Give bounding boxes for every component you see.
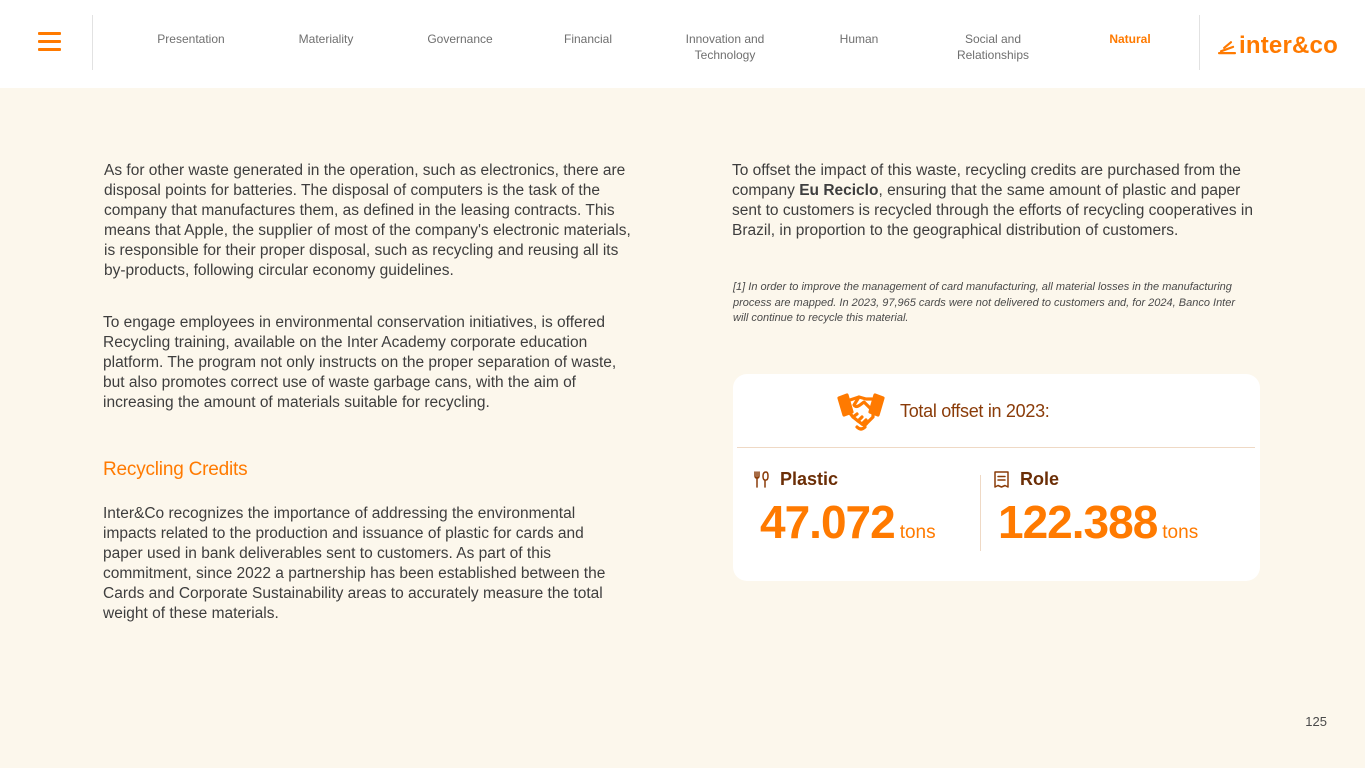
plastic-value: 47.072 — [760, 496, 895, 548]
handshake-icon — [835, 390, 887, 434]
logo-text: inter&co — [1239, 32, 1338, 59]
sunburst-logo-icon — [1218, 38, 1236, 56]
header-divider-right — [1199, 15, 1200, 70]
offset-impact-paragraph — [732, 161, 1267, 241]
header-divider-left — [92, 15, 93, 70]
plastic-utensils-icon — [752, 470, 771, 489]
total-offset-card — [733, 374, 1260, 581]
role-label: Role — [1020, 468, 1060, 489]
plastic-label: Plastic — [780, 468, 839, 489]
offset-card-title: Total offset in 2023: — [900, 401, 1050, 421]
nav-item-innovation-and-technology[interactable]: Innovation and Technology — [685, 32, 765, 62]
page-number: 125 — [1305, 714, 1327, 729]
plastic-offset-metric — [752, 467, 936, 546]
card-vertical-divider — [980, 475, 981, 551]
eu-reciclo-company: Eu Reciclo — [799, 182, 879, 199]
offset-text-before: To offset the impact of this waste, recycling credits are purchased from the company — [732, 162, 1241, 199]
inter-co-logo[interactable] — [1218, 33, 1338, 59]
electronics-disposal-paragraph: As for other waste generated in the operation, such as electronics, there are disposal points for batteries. The disposal of computers is the task of the company that manufactures them, as defined in the leasing contracts. This means that Apple, the supplier of most of the company's electronic materials, is responsible for their proper disposal, such as recycling and reusing all its by-products, following circular economy guidelines. — [104, 162, 631, 279]
card-horizontal-divider — [737, 447, 1255, 448]
card-manufacturing-footnote: [1] In order to improve the management of card manufacturing, all material losses in the manufacturing process are mapped. In 2023, 97,965 cards were not delivered to customers and, for 2024, Banco Inter will continue to recycle this material. — [733, 281, 1236, 324]
offset-text-after: , ensuring that the same amount of plastic and paper sent to customers is recycled through the efforts of recycling cooperatives in Brazil, in proportion to the geographical distribution of customers. — [732, 182, 1253, 239]
nav-item-human[interactable]: Human — [839, 32, 879, 46]
nav-item-natural[interactable]: Natural — [1109, 32, 1151, 46]
nav-item-presentation[interactable]: Presentation — [157, 32, 225, 46]
role-offset-metric — [992, 467, 1198, 546]
top-navigation-bar — [0, 0, 1365, 88]
nav-item-materiality[interactable]: Materiality — [298, 32, 354, 46]
paper-receipt-icon — [992, 470, 1011, 489]
plastic-unit: tons — [899, 522, 936, 543]
recycling-credits-heading: Recycling Credits — [103, 459, 248, 480]
offset-card-header — [733, 374, 1260, 447]
recycling-training-paragraph: To engage employees in environmental conservation initiatives, is offered Recycling training, available on the Inter Academy corporate education platform. The program not only instructs on the proper separation of waste, but also promotes correct use of waste garbage cans, with the aim of increasing the amount of materials suitable for recycling. — [103, 314, 617, 411]
recycling-credits-paragraph: Inter&Co recognizes the importance of addressing the environmental impacts related to the production and issuance of plastic for cards and paper used in bank deliverables sent to customers. As part of this commitment, since 2022 a partnership has been established between the Cards and Corporate Sustainability areas to accurately measure the total weight of these materials. — [103, 505, 606, 622]
nav-item-financial[interactable]: Financial — [563, 32, 613, 46]
nav-item-governance[interactable]: Governance — [427, 32, 493, 46]
hamburger-menu-icon[interactable] — [38, 32, 61, 52]
role-unit: tons — [1162, 522, 1199, 543]
role-value: 122.388 — [998, 496, 1158, 548]
nav-item-social-and-relationships[interactable]: Social and Relationships — [956, 32, 1030, 62]
